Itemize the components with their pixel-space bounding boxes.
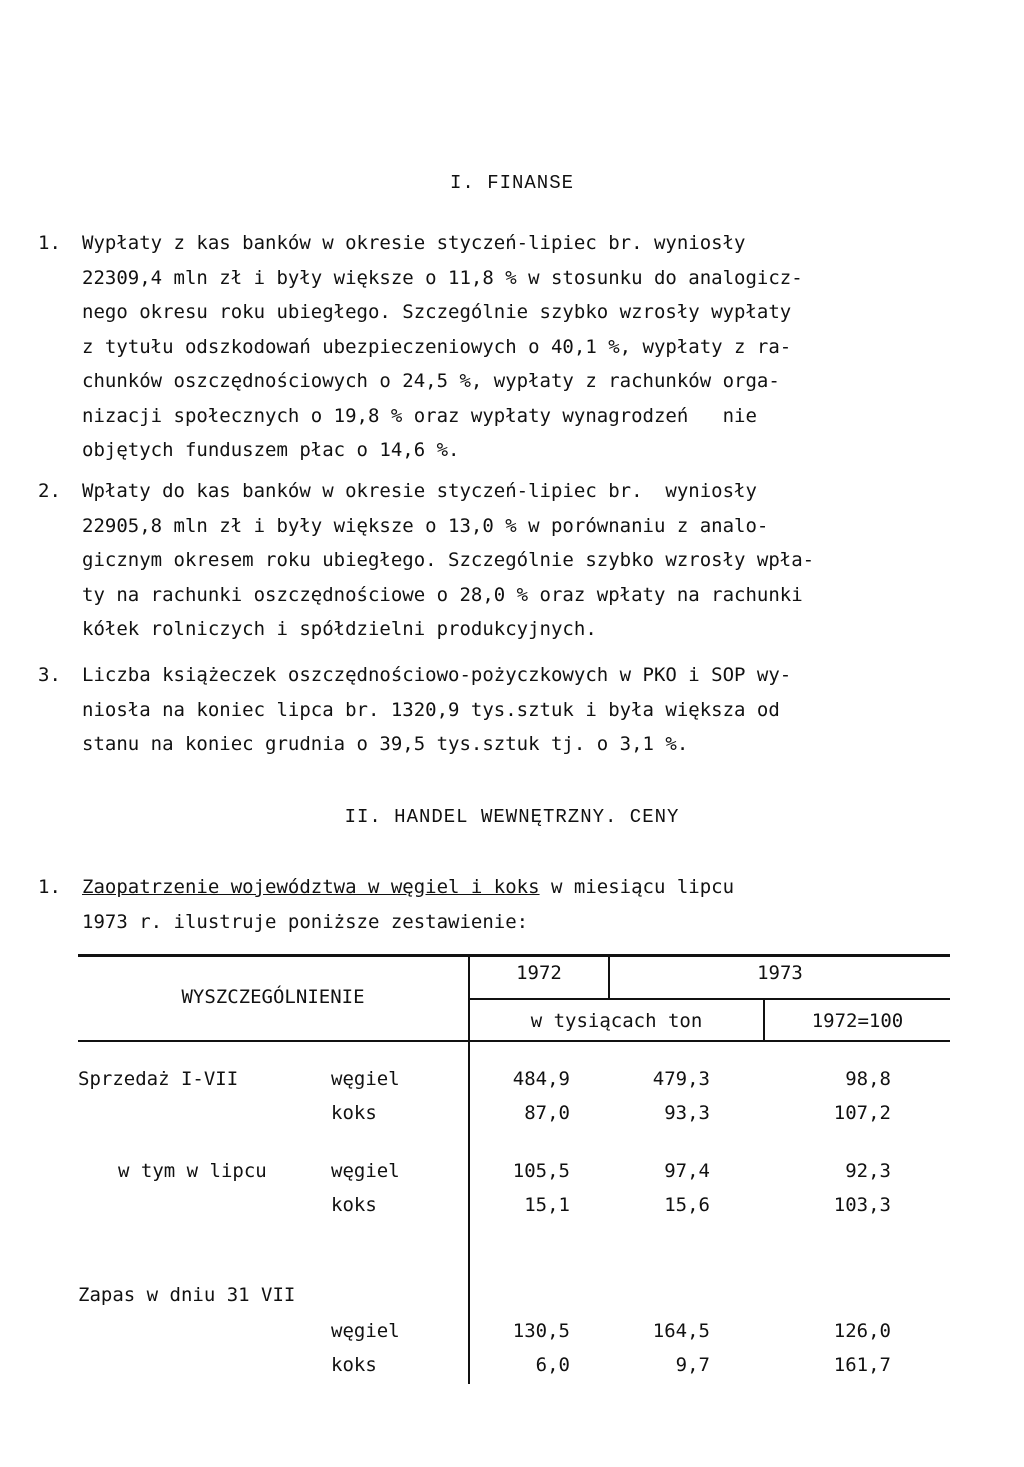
value-index: 98,8	[845, 1068, 891, 1090]
text-line: 22309,4 mln zł i były większe o 11,8 % w stosunku do analogicz-	[82, 266, 803, 289]
text-fragment: w miesiącu lipcu	[539, 876, 735, 898]
text-line: kółek rolniczych i spółdzielni produkcyjnych.	[82, 618, 597, 640]
row-item: koks	[331, 1194, 377, 1216]
text-line: 1973 r. ilustruje poniższe zestawienie:	[82, 910, 529, 933]
text-line: z tytułu odszkodowań ubezpieczeniowych o 40,1 %, wypłaty z ra-	[82, 335, 792, 358]
text-line: objętych funduszem płac o 14,6 %.	[82, 439, 460, 461]
value-1973: 15,6	[664, 1194, 710, 1216]
table-header-bottom-rule	[78, 1040, 950, 1042]
paragraph-2	[38, 474, 958, 647]
value-1973: 479,3	[652, 1068, 710, 1090]
group-label: Sprzedaż I-VII	[78, 1068, 239, 1090]
value-1972: 484,9	[512, 1068, 570, 1090]
section-title-finanse: I. FINANSE	[449, 172, 575, 194]
underlined-subject: Zaopatrzenie województwa w węgiel i koks	[82, 876, 540, 898]
row-item: węgiel	[331, 1068, 400, 1090]
value-index: 92,3	[845, 1160, 891, 1182]
value-1972: 15,1	[524, 1194, 570, 1216]
text-line: ty na rachunki oszczędnościowe o 28,0 % oraz wpłaty na rachunki	[82, 583, 803, 606]
text-line: Liczba książeczek oszczędnościowo-pożyczkowych w PKO i SOP wy-	[82, 664, 792, 686]
row-item: węgiel	[331, 1320, 400, 1342]
paragraph-number: 2.	[38, 480, 61, 502]
value-1972: 130,5	[512, 1320, 570, 1342]
text-line: stanu na koniec grudnia o 39,5 tys.sztuk tj. o 3,1 %.	[82, 733, 689, 755]
text-line: nego okresu roku ubiegłego. Szczególnie szybko wzrosły wypłaty	[82, 301, 792, 323]
text-line: nizacji społecznych o 19,8 % oraz wypłaty wynagrodzeń nie	[82, 404, 757, 427]
value-index: 161,7	[833, 1354, 891, 1376]
section-title-handel: II. HANDEL WEWNĘTRZNY. CENY	[344, 806, 680, 828]
value-1973: 93,3	[664, 1102, 710, 1124]
paragraph-3	[38, 658, 958, 762]
row-item: koks	[331, 1354, 377, 1376]
value-index: 103,3	[833, 1194, 891, 1216]
value-1973: 9,7	[675, 1354, 710, 1376]
text-line: chunków oszczędnościowych o 24,5 %, wypłaty z rachunków orga-	[82, 370, 780, 392]
text-line: Wpłaty do kas banków w okresie styczeń-lipiec br. wyniosły	[82, 480, 757, 502]
supply-table	[78, 954, 950, 1384]
value-index: 107,2	[833, 1102, 891, 1124]
paragraph-number: 1.	[38, 232, 61, 254]
column-header-index: 1972=100	[811, 1010, 904, 1032]
value-1972: 105,5	[512, 1160, 570, 1182]
paragraph-supply	[38, 870, 958, 939]
column-header-unit: w tysiącach ton	[530, 1010, 703, 1032]
column-header-description: WYSZCZEGÓLNIENIE	[181, 986, 365, 1008]
column-header-1972: 1972	[516, 962, 562, 984]
row-item: koks	[331, 1102, 377, 1124]
text-line: 22905,8 mln zł i były większe o 13,0 % w porównaniu z analo-	[82, 514, 769, 537]
group-label: Zapas w dniu 31 VII	[78, 1284, 296, 1306]
paragraph-1	[38, 226, 958, 468]
text-line	[38, 870, 958, 905]
table-header-rule	[468, 998, 950, 1000]
column-header-1973: 1973	[757, 962, 803, 984]
table-top-rule	[78, 954, 950, 957]
paragraph-number: 3.	[38, 664, 61, 686]
text-line: niosła na koniec lipca br. 1320,9 tys.sztuk i była większa od	[82, 698, 780, 721]
text-line: gicznym okresem roku ubiegłego. Szczególnie szybko wzrosły wpła-	[82, 549, 815, 571]
value-1973: 97,4	[664, 1160, 710, 1182]
value-1972: 87,0	[524, 1102, 570, 1124]
value-1973: 164,5	[652, 1320, 710, 1342]
paragraph-number: 1.	[38, 876, 61, 898]
text-line: Wypłaty z kas banków w okresie styczeń-lipiec br. wyniosły	[82, 232, 746, 254]
group-label: w tym w lipcu	[118, 1160, 267, 1182]
value-index: 126,0	[833, 1320, 891, 1342]
row-item: węgiel	[331, 1160, 400, 1182]
value-1972: 6,0	[535, 1354, 570, 1376]
